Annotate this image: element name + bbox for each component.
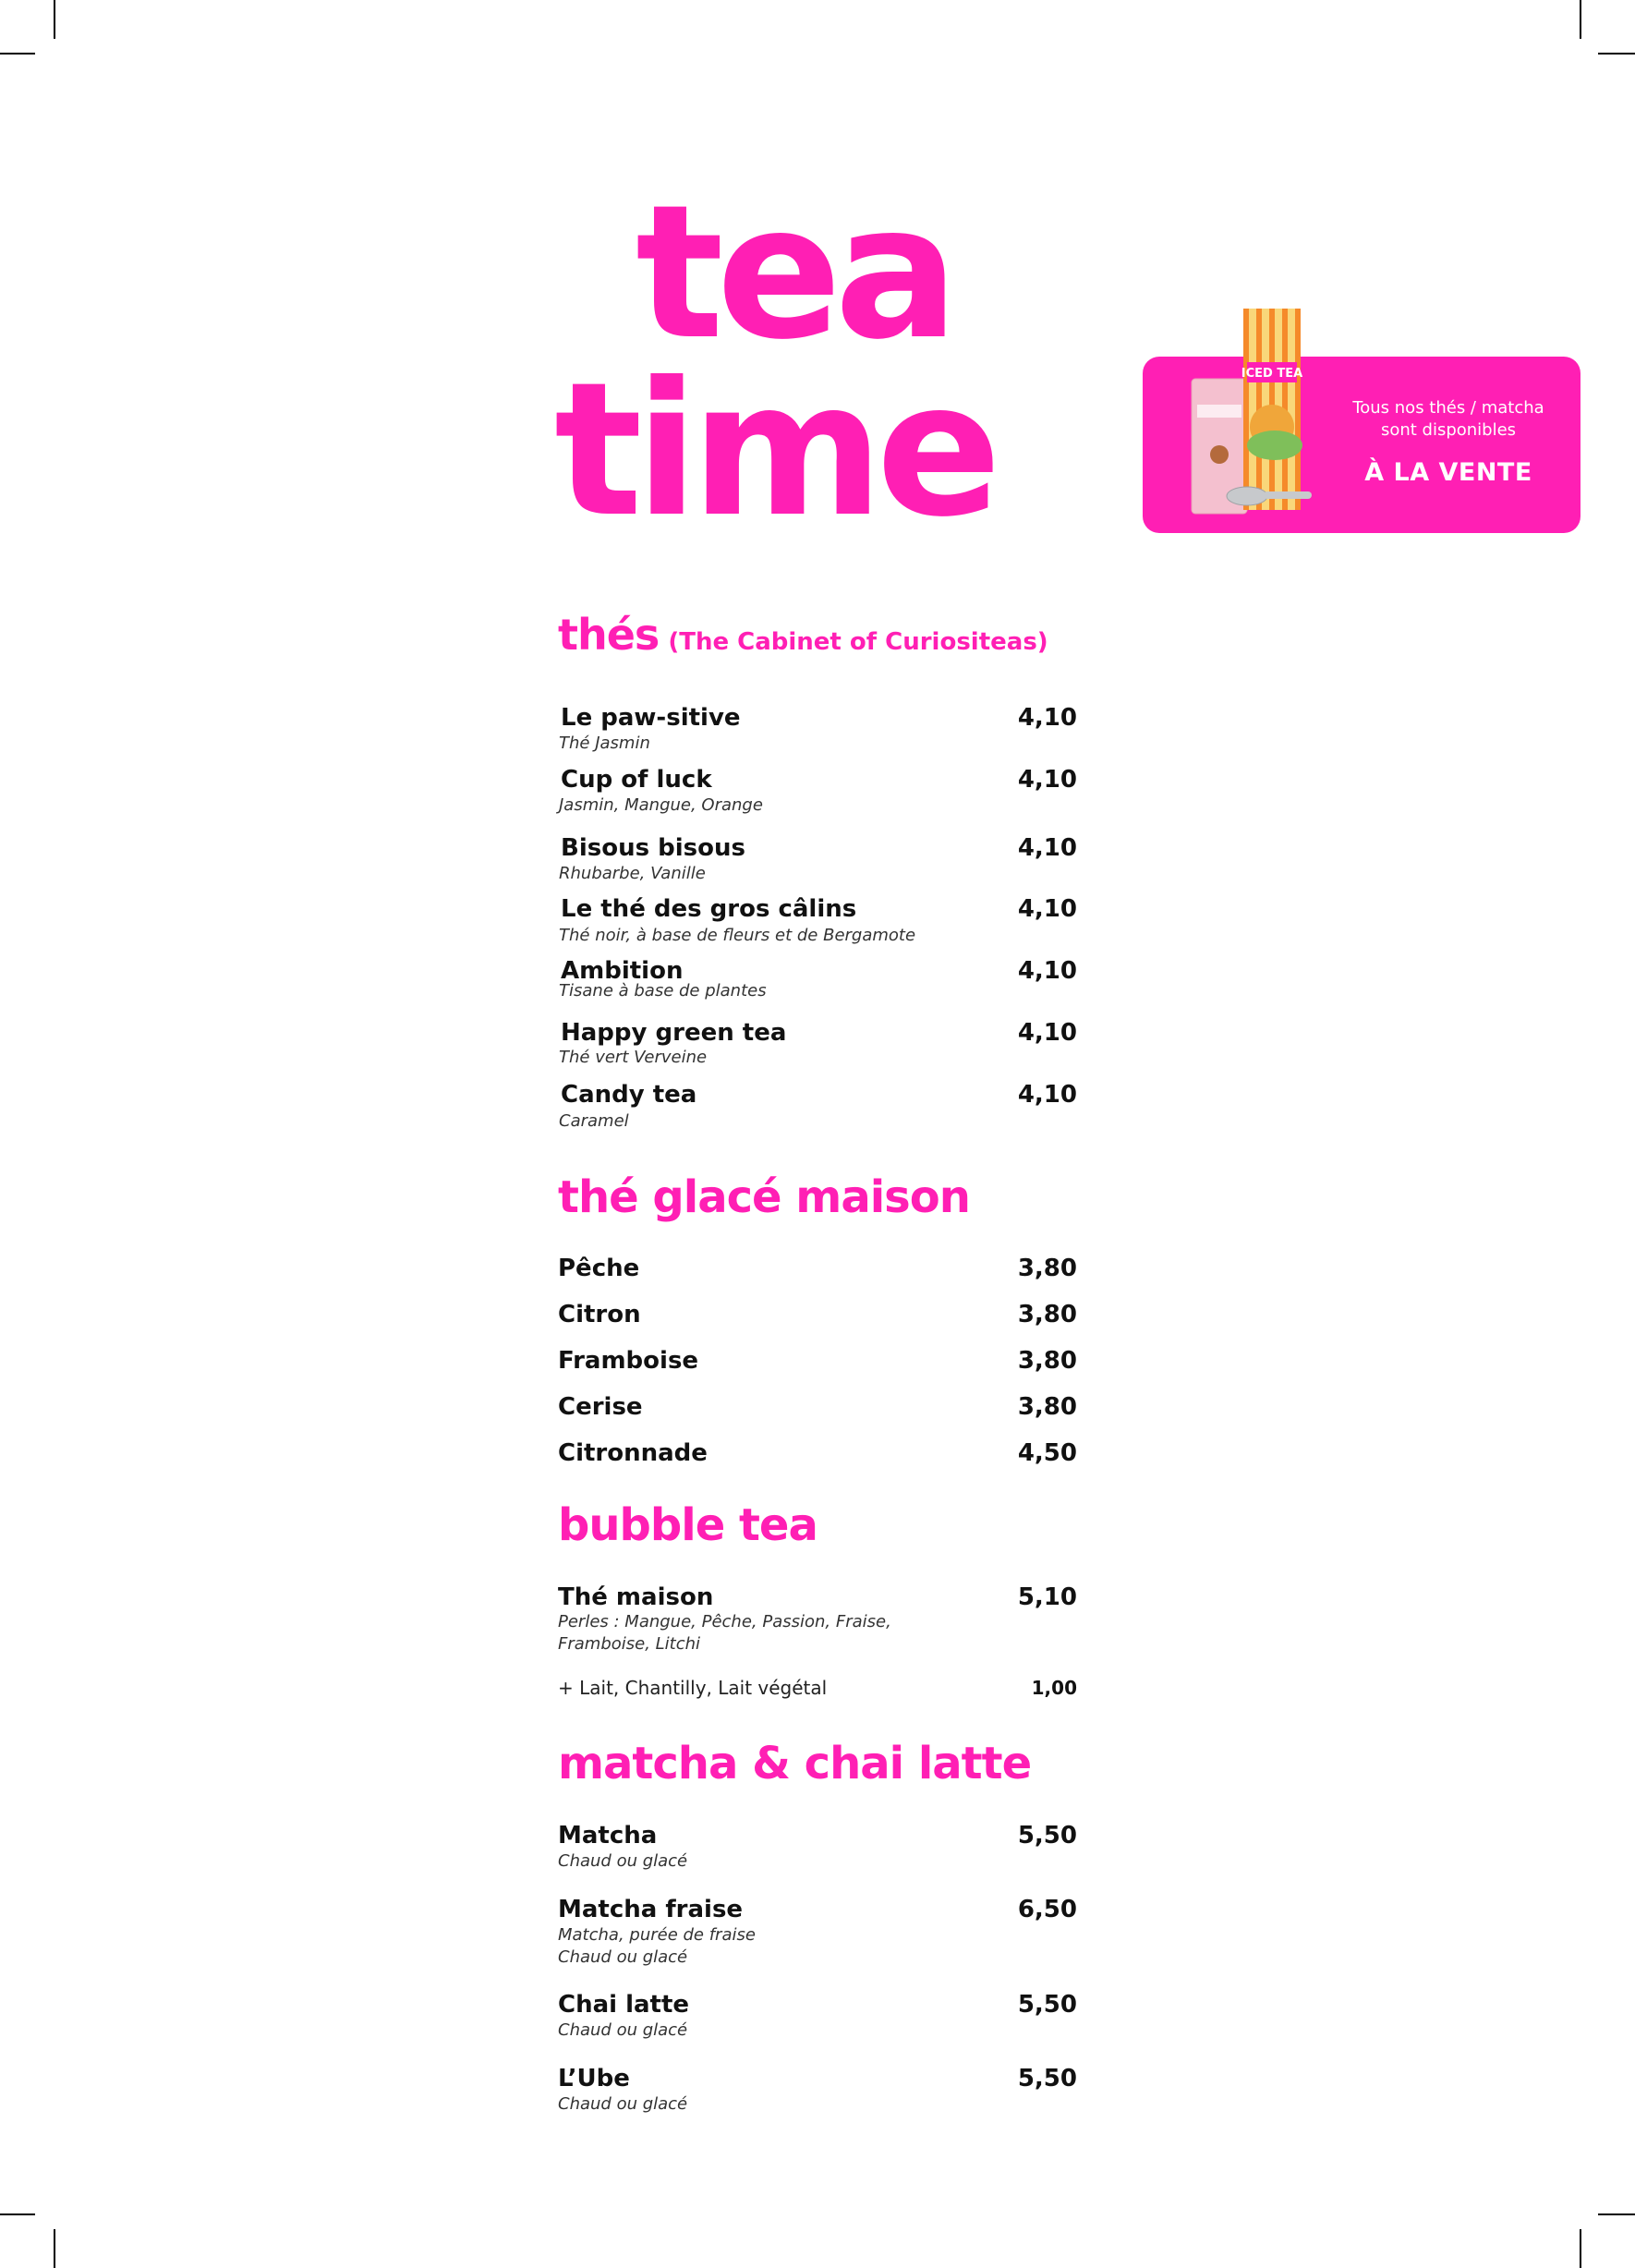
section-title-the-glace: thé glacé maison [558, 1171, 970, 1223]
crop-mark [0, 53, 35, 55]
thes-item-2-price: 4,10 [1017, 834, 1077, 862]
glace-item-2-price: 3,80 [1017, 1347, 1077, 1375]
promo-text [1310, 397, 1587, 487]
matcha-item-3-name: L’Ube [558, 2065, 630, 2092]
promo-strong: À LA VENTE [1364, 458, 1532, 487]
thes-item-5-price: 4,10 [1017, 1019, 1077, 1047]
matcha-item-0-desc: Chaud ou glacé [558, 1851, 688, 1871]
thes-item-6-price: 4,10 [1017, 1081, 1077, 1109]
matcha-item-1-desc: Matcha, purée de fraise [558, 1925, 756, 1945]
iced-tea-label: ICED TEA [1241, 367, 1303, 381]
glace-item-2-name: Framboise [558, 1347, 699, 1375]
thes-item-3-desc: Thé noir, à base de fleurs et de Bergamote [559, 926, 916, 945]
bubble-extra-price: 1,00 [1031, 1677, 1077, 1699]
thes-item-6-name: Candy tea [561, 1081, 697, 1109]
thes-item-3-price: 4,10 [1017, 895, 1077, 923]
thes-item-0-desc: Thé Jasmin [559, 734, 650, 753]
thes-item-1-price: 4,10 [1017, 766, 1077, 794]
matcha-item-3-price: 5,50 [1017, 2065, 1077, 2092]
crop-mark [1580, 2229, 1581, 2268]
glace-item-3-price: 3,80 [1017, 1393, 1077, 1421]
thes-item-0-price: 4,10 [1017, 704, 1077, 732]
thes-item-6-desc: Caramel [559, 1111, 629, 1131]
bubble-item-desc-2: Framboise, Litchi [558, 1634, 701, 1654]
glace-item-1-price: 3,80 [1017, 1301, 1077, 1328]
matcha-item-1-desc-2: Chaud ou glacé [558, 1947, 688, 1967]
glace-item-0-name: Pêche [558, 1255, 640, 1282]
thes-item-5-desc: Thé vert Verveine [559, 1048, 708, 1067]
crop-mark [54, 2229, 55, 2268]
glace-item-4-price: 4,50 [1017, 1439, 1077, 1467]
matcha-item-0-price: 5,50 [1017, 1822, 1077, 1850]
bubble-extra-label: + Lait, Chantilly, Lait végétal [558, 1677, 828, 1699]
thes-item-5-name: Happy green tea [561, 1019, 787, 1047]
matcha-item-1-price: 6,50 [1017, 1896, 1077, 1923]
crop-mark [1598, 53, 1635, 55]
section-thes-title: thés [558, 610, 660, 660]
title-tea: tea [636, 165, 952, 381]
promo-line-1: Tous nos thés / matcha [1352, 398, 1544, 418]
thes-item-1-name: Cup of luck [561, 766, 712, 794]
thes-item-2-desc: Rhubarbe, Vanille [559, 864, 706, 883]
crop-mark [0, 2213, 35, 2215]
glace-item-3-name: Cerise [558, 1393, 643, 1421]
section-title-matcha: matcha & chai latte [558, 1738, 1032, 1789]
glace-item-0-price: 3,80 [1017, 1255, 1077, 1282]
crop-mark [1598, 2213, 1635, 2215]
thes-item-0-name: Le paw-sitive [561, 704, 741, 732]
matcha-item-2-price: 5,50 [1017, 1991, 1077, 2019]
section-thes-subtitle: (The Cabinet of Curiositeas) [668, 628, 1048, 656]
thes-item-3-name: Le thé des gros câlins [561, 895, 857, 923]
matcha-item-2-desc: Chaud ou glacé [558, 2020, 688, 2040]
section-title-bubble: bubble tea [558, 1499, 818, 1551]
bubble-item-desc-1: Perles : Mangue, Pêche, Passion, Fraise, [558, 1612, 891, 1631]
thes-item-4-desc: Tisane à base de plantes [559, 981, 767, 1001]
glace-item-1-name: Citron [558, 1301, 641, 1328]
matcha-item-0-name: Matcha [558, 1822, 658, 1850]
matcha-item-3-desc: Chaud ou glacé [558, 2094, 688, 2114]
crop-mark [1580, 0, 1581, 39]
promo-line-2: sont disponibles [1380, 420, 1517, 440]
section-title-thes [558, 610, 1048, 660]
crop-mark [54, 0, 55, 39]
tea-bags-illustration [1182, 307, 1321, 521]
bubble-item-price: 5,10 [1017, 1583, 1077, 1611]
matcha-item-2-name: Chai latte [558, 1991, 690, 2019]
thes-item-4-price: 4,10 [1017, 957, 1077, 985]
thes-item-4-name: Ambition [561, 957, 684, 985]
matcha-item-1-name: Matcha fraise [558, 1896, 744, 1923]
thes-item-1-desc: Jasmin, Mangue, Orange [559, 795, 763, 815]
bubble-item-name: Thé maison [558, 1583, 714, 1611]
glace-item-4-name: Citronnade [558, 1439, 708, 1467]
thes-item-2-name: Bisous bisous [561, 834, 745, 862]
title-time: time [554, 343, 995, 558]
